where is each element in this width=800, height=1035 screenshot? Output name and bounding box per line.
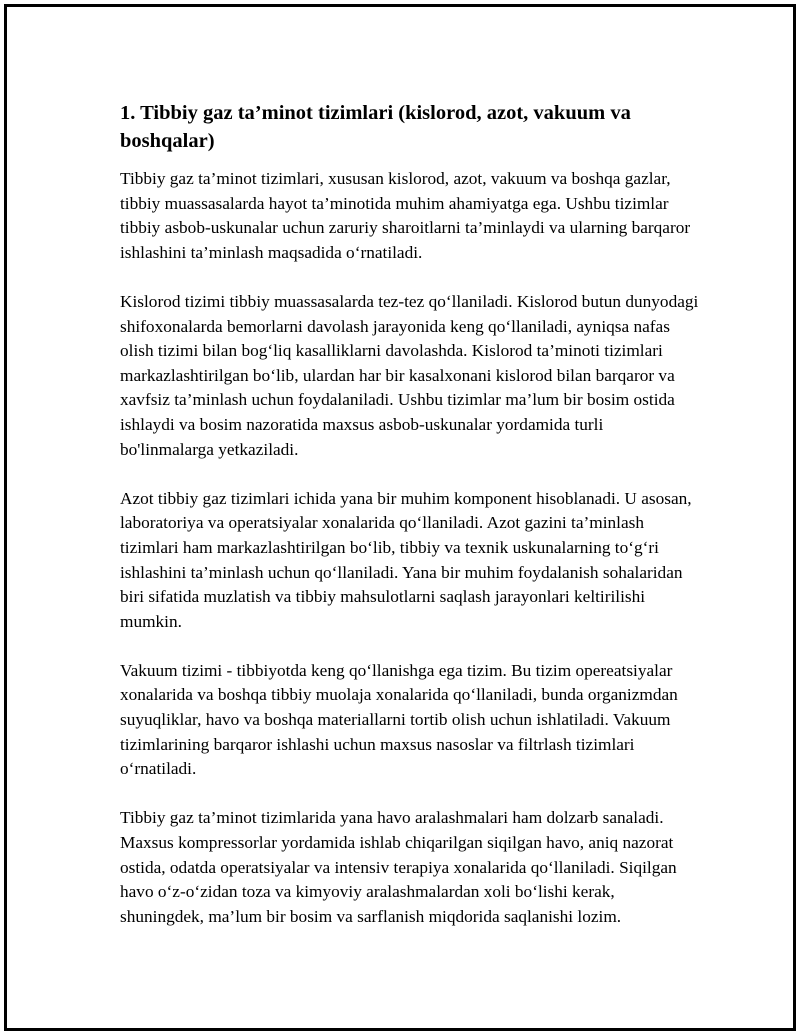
paragraph-compressed-air: Tibbiy gaz ta’minot tizimlarida yana havo aralashmalari ham dolzarb sanaladi. Maxsus kompressorlar yordamida ishlab chiqarilgan siqilgan havo, aniq nazorat ostida, odatda operatsiyalar va intensiv terapiya xonalarida qo‘llaniladi. Siqilgan havo o‘z-o‘zidan toza va kimyoviy aralashmalardan xoli bo‘lishi kerak, shuningdek, ma’lum bir bosim va sarflanish miqdorida saqlanishi lozim.	[120, 808, 677, 926]
paragraph-intro: Tibbiy gaz ta’minot tizimlari, xususan kislorod, azot, vakuum va boshqa gazlar, tibbiy muassasalarda hayot ta’minotida muhim ahamiyatga ega. Ushbu tizimlar tibbiy asbob-uskunalar uchun zaruriy sharoitlarni ta’minlaydi va ularning barqaror ishlashini ta’minlash maqsadida o‘rnatiladi.	[120, 169, 691, 262]
paragraph-vacuum: Vakuum tizimi - tibbiyotda keng qo‘llanishga ega tizim. Bu tizim opereatsiyalar xonalarida va boshqa tibbiy muolaja xonalarida qo‘llaniladi, bunda organizmdan suyuqliklar, havo va boshqa materiallarni tortib olish uchun ishlatiladi. Vakuum tizimlarining barqaror ishlashi uchun maxsus nasoslar va filtrlash tizimlari o‘rnatiladi.	[120, 660, 678, 779]
document-body	[120, 99, 700, 954]
paragraph-nitrogen: Azot tibbiy gaz tizimlari ichida yana bir muhim komponent hisoblanadi. U asosan, laboratoriya va operatsiyalar xonalarida qo‘llaniladi. Azot gazini ta’minlash tizimlari ham markazlashtirilgan bo‘lib, tibbiy va texnik uskunalarning to‘g‘ri ishlashini ta’minlash uchun qo‘llaniladi. Yana bir muhim foydalanish sohalaridan biri sifatida muzlatish va tibbiy mahsulotlarni saqlash jarayonlari keltirilishi mumkin.	[120, 488, 692, 631]
section-heading: 1. Tibbiy gaz ta’minot tizimlari (kislorod, azot, vakuum va boshqalar)	[120, 102, 631, 152]
document-page	[4, 4, 796, 1031]
paragraph-oxygen: Kislorod tizimi tibbiy muassasalarda tez-tez qo‘llaniladi. Kislorod butun dunyodagi shifoxonalarda bemorlarni davolash jarayonida keng qo‘llaniladi, ayniqsa nafas olish tizimi bilan bog‘liq kasalliklarni davolashda. Kislorod ta’minoti tizimlari markazlashtirilgan bo‘lib, ulardan har bir kasalxonani kislorod bilan barqaror va xavfsiz ta’minlash uchun foydalaniladi. Ushbu tizimlar ma’lum bir bosim ostida ishlaydi va bosim nazoratida maxsus asbob-uskunalar yordamida turli bo'linmalarga yetkaziladi.	[120, 291, 699, 459]
